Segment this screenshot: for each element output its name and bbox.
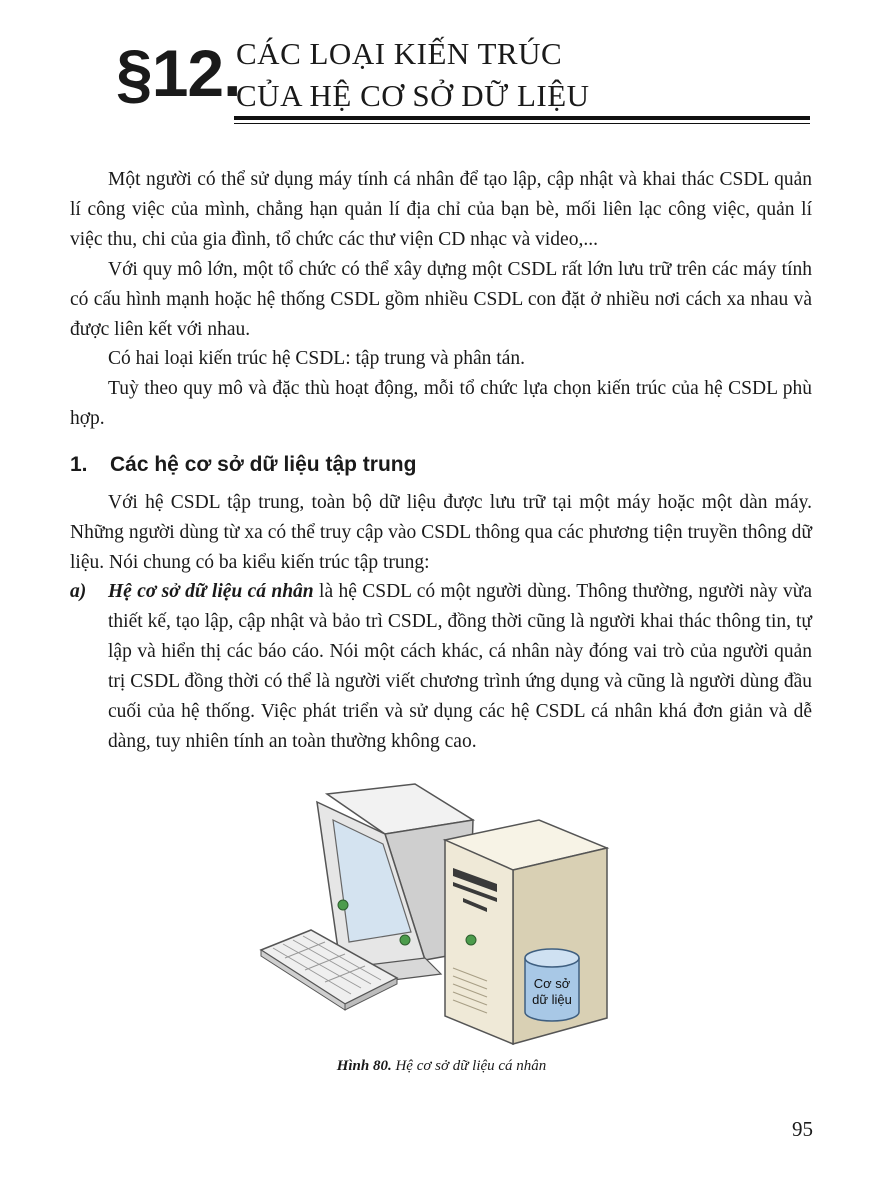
intro-paragraph-4: Tuỳ theo quy mô và đặc thù hoạt động, mỗi tổ chức lựa chọn kiến trúc của hệ CSDL phù hợp.: [70, 378, 812, 429]
page-number: 95: [792, 1117, 813, 1141]
intro-paragraph-3: Có hai loại kiến trúc hệ CSDL: tập trung và phân tán.: [108, 348, 525, 369]
figure-caption-label: Hình 80.: [336, 1058, 392, 1074]
list-item-text: là hệ CSDL có một người dùng. Thông thường, người này vừa thiết kế, tạo lập, cập nhật và bảo trì CSDL, đồng thời cũng là người khai thác thông tin, tự lập và hiển thị các báo cáo. Nói một cách khác, cá nhân này đóng vai trò của người quản trị CSDL đồng thời có thể là người viết chương trình ứng dụng và cũng là người dùng đầu cuối của hệ thống. Việc phát triển và sử dụng các hệ CSDL cá nhân khá đơn giản và dễ dàng, tuy nhiên tính an toàn thường không cao.: [108, 581, 812, 752]
section-title-line-2: CỦA HỆ CƠ SỞ DỮ LIỆU: [236, 78, 590, 113]
database-label-line-1: Cơ sở: [533, 976, 571, 991]
intro-paragraph-1: Một người có thể sử dụng máy tính cá nhân để tạo lập, cập nhật và khai thác CSDL quản lí công việc của mình, chẳng hạn quản lí địa chỉ của bạn bè, mối liên lạc công việc, quản lí việc thu, chi của gia đình, tổ chức các thư viện CD nhạc và video,...: [70, 169, 812, 250]
database-icon: [525, 949, 579, 1021]
figure-caption: [0, 1058, 883, 1075]
list-item-body: [108, 577, 812, 757]
section-paragraph: Với hệ CSDL tập trung, toàn bộ dữ liệu được lưu trữ tại một máy hoặc một dàn máy. Những người dùng từ xa có thể truy cập vào CSDL thông qua các phương tiện truyền thông dữ liệu. Nói chung có ba kiểu kiến trúc tập trung:: [70, 492, 812, 573]
computer-illustration: [255, 782, 615, 1052]
section-heading-number: 1.: [70, 453, 88, 476]
power-led-icon: [338, 900, 348, 910]
section-heading: [70, 450, 416, 480]
section-number: §12.: [116, 36, 241, 110]
list-item-a: [70, 577, 812, 757]
list-marker: a): [70, 581, 87, 602]
figure-personal-database: [255, 782, 615, 1052]
intro-paragraph-2: Với quy mô lớn, một tổ chức có thể xây dựng một CSDL rất lớn lưu trữ trên các máy tính có cấu hình mạnh hoặc hệ thống CSDL gồm nhiều CSDL con đặt ở nhiều nơi cách xa nhau và được liên kết với nhau.: [70, 259, 812, 340]
power-led-icon: [466, 935, 476, 945]
figure-caption-text: Hệ cơ sở dữ liệu cá nhân: [391, 1058, 547, 1074]
database-label-line-2: dữ liệu: [532, 992, 572, 1007]
section-heading-text: Các hệ cơ sở dữ liệu tập trung: [110, 453, 417, 476]
section-title-line-1: CÁC LOẠI KIẾN TRÚC: [236, 36, 563, 71]
title-rule: [234, 116, 810, 120]
list-item-term: Hệ cơ sở dữ liệu cá nhân: [108, 581, 314, 602]
power-led-icon: [400, 935, 410, 945]
